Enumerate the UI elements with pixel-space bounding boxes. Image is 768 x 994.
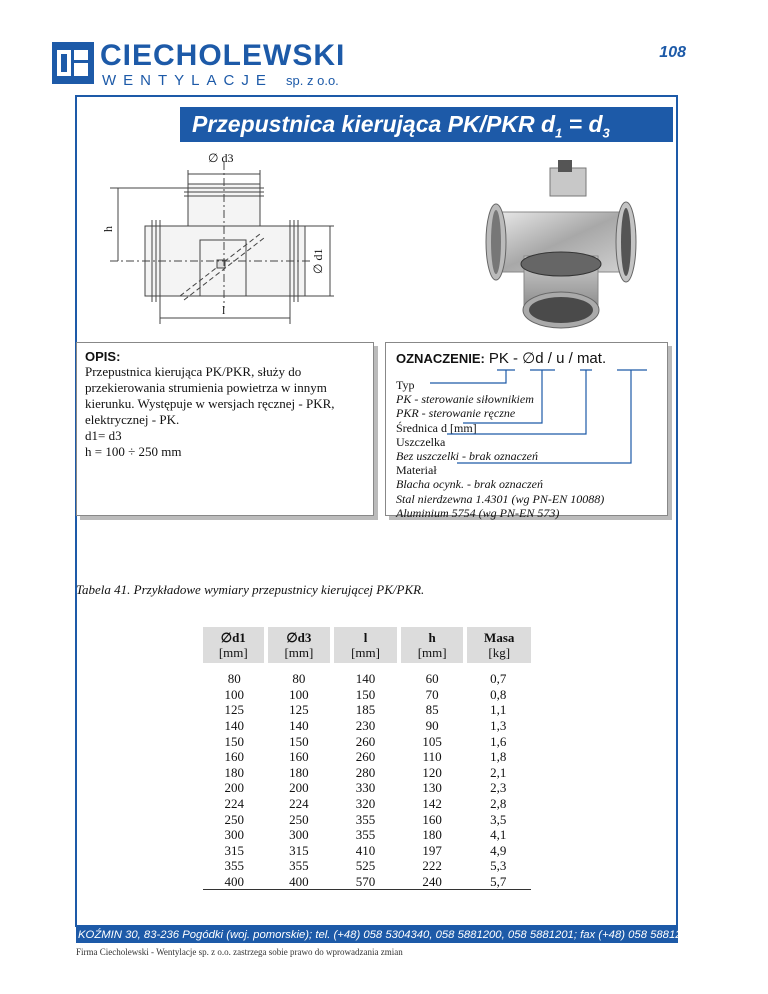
table-row — [203, 733, 531, 749]
table-cell: 90 — [425, 718, 439, 734]
table-row — [203, 780, 531, 796]
table-row — [203, 827, 531, 843]
table-cell: 224 — [289, 796, 309, 812]
designation-line: Uszczelka — [396, 434, 446, 449]
table-cell: 5,7 — [465, 874, 531, 890]
table-cell: 125 — [289, 702, 309, 718]
description-heading: OPIS: — [85, 349, 121, 364]
description-line: d1= d3 — [85, 428, 122, 443]
designation-code: PK - ∅d / u / mat. — [488, 350, 607, 367]
brand-tagline — [102, 72, 339, 90]
description-box — [76, 342, 374, 516]
table-cell: 160 — [422, 811, 442, 827]
dim-label-h: h — [101, 226, 115, 232]
table-cell: 185 — [355, 702, 376, 718]
table-cell: 250 — [224, 811, 245, 827]
table-cell: 200 — [224, 780, 245, 796]
table-row — [203, 687, 531, 703]
company-logo-icon — [52, 42, 94, 84]
table-cell: 85 — [425, 702, 439, 718]
dim-label-d1: ∅ d1 — [311, 248, 325, 274]
table-cell: 315 — [224, 842, 245, 858]
table-cell: 80 — [292, 671, 306, 687]
table-cell: 140 — [289, 718, 309, 734]
page-title: Przepustnica kierująca PK/PKR $d_1 = d_3$ — [180, 107, 673, 142]
table-cell: 260 — [355, 733, 376, 749]
table-cell: 1,1 — [490, 702, 507, 718]
table-cell: 140 — [355, 671, 376, 687]
table-cell: 150 — [224, 733, 245, 749]
column-header: ∅d3 [mm] — [266, 627, 333, 663]
brand-company-form: sp. z o.o. — [286, 73, 339, 88]
table-cell: 320 — [355, 796, 376, 812]
description-line: elektrycznej - PK. — [85, 412, 180, 427]
table-cell: 250 — [289, 811, 309, 827]
technical-drawing — [100, 148, 340, 340]
footer-disclaimer: Firma Ciecholewski - Wentylacje sp. z o.o. zastrzega sobie prawo do wprowadzania zmian — [76, 947, 403, 957]
table-cell: 222 — [422, 858, 442, 874]
footer-contact: KOŹMIN 30, 83-236 Pogódki (woj. pomorskie); tel. (+48) 058 5304340, 058 5881200, 058 5881201; fax (+48) 058 5881208 — [78, 929, 695, 941]
table-cell: 3,5 — [490, 811, 507, 827]
description-line: kierunku. Występuje w wersjach ręcznej - PKR, — [85, 396, 335, 411]
designation-line: Stal nierdzewna 1.4301 (wg PN-EN 10088) — [396, 491, 605, 506]
table-row — [203, 874, 531, 890]
designation-line: PK - sterowanie siłownikiem — [396, 392, 534, 407]
description-line: przekierowania strumienia powietrza w innym — [85, 380, 327, 395]
table-cell: 160 — [289, 749, 309, 765]
table-cell: 400 — [203, 874, 266, 890]
table-cell: 315 — [289, 842, 309, 858]
table-header-row — [203, 627, 531, 663]
designation-line: Materiał — [396, 463, 437, 478]
table-cell: 80 — [227, 671, 241, 687]
table-cell: 2,3 — [490, 780, 507, 796]
table-cell: 240 — [399, 874, 466, 890]
table-cell: 400 — [266, 874, 333, 890]
table-cell: 125 — [224, 702, 245, 718]
table-cell: 355 — [355, 827, 376, 843]
table-cell: 355 — [289, 858, 309, 874]
table-cell: 70 — [425, 686, 439, 702]
table-cell: 160 — [224, 749, 245, 765]
table-row — [203, 811, 531, 827]
designation-line: PKR - sterowanie ręczne — [396, 406, 516, 421]
brand-name: CIECHOLEWSKI — [100, 39, 346, 72]
table-row — [203, 749, 531, 765]
table-cell: 140 — [224, 718, 245, 734]
table-cell: 100 — [289, 686, 309, 702]
designation-line: Aluminium 5754 (wg PN-EN 573) — [396, 505, 560, 520]
table-row — [203, 765, 531, 781]
brand-wentylacje: WENTYLACJE — [102, 72, 273, 89]
designation-line: Typ — [396, 378, 415, 392]
table-cell: 130 — [422, 780, 442, 796]
table-cell: 1,3 — [490, 718, 507, 734]
table-cell: 150 — [355, 686, 376, 702]
table-cell: 180 — [289, 764, 309, 780]
dim-label-l: l — [222, 303, 226, 317]
table-cell: 355 — [224, 858, 245, 874]
table-caption: Tabela 41. Przykładowe wymiary przepustnicy kierującej PK/PKR. — [76, 582, 425, 597]
table-cell: 224 — [224, 796, 245, 812]
table-cell: 260 — [355, 749, 376, 765]
designation-line: Średnica d [mm] — [396, 420, 477, 435]
table-cell: 1,6 — [490, 733, 507, 749]
dim-label-d3: ∅ d3 — [208, 151, 234, 165]
description-line: h = 100 ÷ 250 mm — [85, 444, 182, 459]
table-row — [203, 671, 531, 687]
table-cell: 110 — [422, 749, 442, 765]
table-cell: 570 — [332, 874, 399, 890]
table-cell: 525 — [355, 858, 376, 874]
table-cell: 5,3 — [490, 858, 507, 874]
table-body — [203, 663, 531, 890]
table-cell: 150 — [289, 733, 309, 749]
column-header: Masa [kg] — [465, 627, 531, 663]
column-header: h [mm] — [399, 627, 466, 663]
table-cell: 230 — [355, 718, 376, 734]
table-cell: 410 — [355, 842, 376, 858]
table-row — [203, 718, 531, 734]
table-cell: 280 — [355, 764, 376, 780]
table-cell: 120 — [422, 764, 442, 780]
column-header: ∅d1 [mm] — [203, 627, 266, 663]
table-row — [203, 858, 531, 874]
table-cell: 200 — [289, 780, 309, 796]
table-cell: 300 — [224, 827, 245, 843]
table-row — [203, 843, 531, 859]
table-cell: 300 — [289, 827, 309, 843]
table-cell: 197 — [422, 842, 442, 858]
table-cell: 105 — [422, 733, 442, 749]
table-cell: 180 — [422, 827, 442, 843]
designation-line: Bez uszczelki - brak oznaczeń — [396, 449, 538, 464]
column-header: l [mm] — [332, 627, 399, 663]
designation-heading: OZNACZENIE: — [396, 351, 485, 366]
table-cell: 0,8 — [490, 686, 507, 702]
table-cell: 355 — [355, 811, 376, 827]
table-cell: 100 — [224, 686, 245, 702]
page-number: 108 — [659, 44, 686, 61]
table-cell: 60 — [425, 671, 439, 687]
table-cell: 2,8 — [490, 796, 507, 812]
table-cell: 4,9 — [490, 842, 507, 858]
designation-line: Blacha ocynk. - brak oznaczeń — [396, 477, 543, 492]
table-cell: 2,1 — [490, 764, 507, 780]
table-cell: 0,7 — [490, 671, 507, 687]
table-cell: 330 — [355, 780, 376, 796]
designation-pointers — [385, 360, 668, 470]
table-cell: 4,1 — [490, 827, 507, 843]
product-photo — [476, 160, 646, 340]
table-row — [203, 796, 531, 812]
table-cell: 180 — [224, 764, 245, 780]
table-cell: 1,8 — [490, 749, 507, 765]
table-cell: 142 — [422, 796, 442, 812]
dimensions-table — [203, 627, 531, 890]
table-row — [203, 702, 531, 718]
description-line: Przepustnica kierująca PK/PKR, służy do — [85, 364, 302, 379]
